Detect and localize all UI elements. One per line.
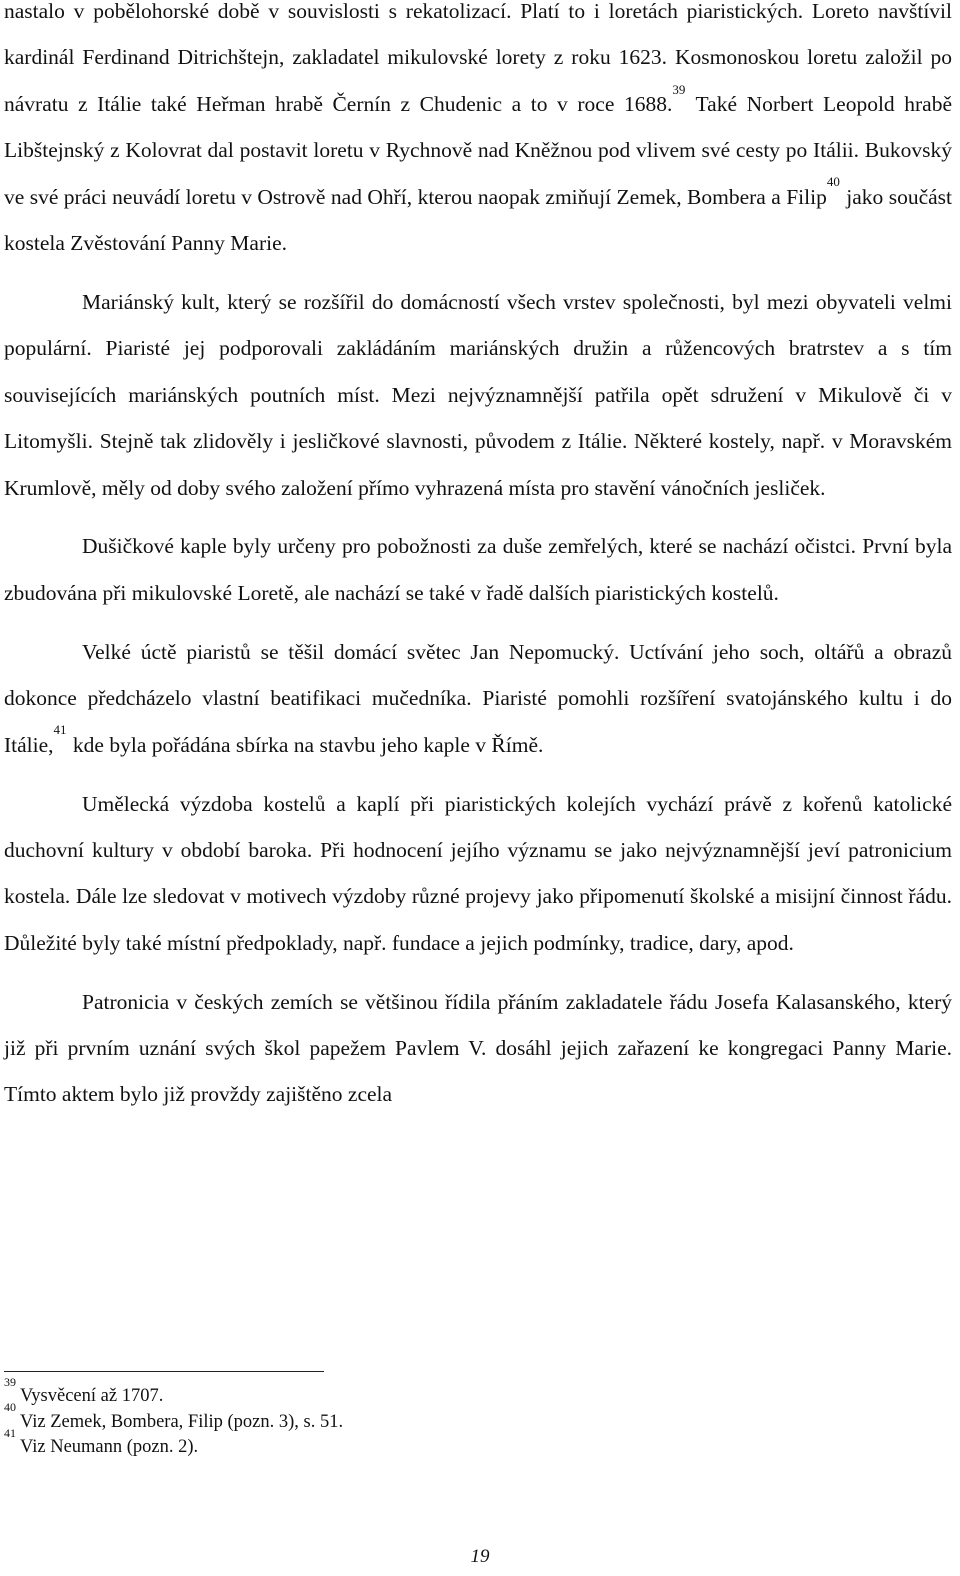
footnote-number: 39: [4, 1374, 16, 1389]
paragraph: [4, 979, 952, 1118]
footnote-text: Viz Zemek, Bombera, Filip (pozn. 3), s. 51.: [20, 1411, 344, 1432]
footnote-reference: 39: [672, 81, 686, 97]
paragraph-text: kde byla pořádána sbírka na stavbu jeho kaple v Římě.: [67, 732, 544, 757]
page-number: 19: [470, 1546, 490, 1567]
paragraph-text: Také Norbert Leopold hrabě Libštejnský z Kolovrat dal postavit loretu v Rychnově nad Kněžnou pod vlivem své cesty po Itálii. Bukovský ve své práci neuvádí loretu v Ostrově nad Ohří, kterou naopak zmiňují Zemek, Bombera a Filip: [4, 91, 952, 209]
footnote-number: 41: [4, 1425, 16, 1440]
footnote: [4, 1425, 904, 1461]
paragraph-text: Mariánský kult, který se rozšířil do domácností všech vrstev společnosti, byl mezi obyvateli velmi populární. Piaristé jej podporovali zakládáním mariánských družin a růžencových bratrstev a s tím souvisejících mariánských poutních míst. Mezi nejvýznamnější patřila opět sdružení v Mikulově či v Litomyšli. Stejně tak zlidověly i jesličkové slavnosti, původem z Itálie. Některé kostely, např. v Moravském Krumlově, měly od doby svého založení přímo vyhrazená místa pro stavění vánočních jesliček.: [4, 289, 952, 500]
footnote-text: Viz Neumann (pozn. 2).: [20, 1437, 199, 1457]
paragraph: [4, 781, 952, 967]
paragraph-text: Umělecká výzdoba kostelů a kaplí při piaristických kolejích vychází právě z kořenů katolické duchovní kultury v období baroka. Při hodnocení jejího významu se jako nejvýznamnější jeví patronicium kostela. Dále lze sledovat v motivech výzdoby různé projevy jako připomenutí školské a misijní činnost řádu. Důležité byly také místní předpoklady, např. fundace a jejich podmínky, tradice, dary, apod.: [4, 791, 952, 955]
footnote: [4, 1374, 904, 1410]
paragraph-text: Velké úctě piaristů se těšil domácí světec Jan Nepomucký. Uctívání jeho soch, oltářů a obrazů dokonce předcházelo vlastní beatifikaci mučedníka. Piaristé pomohli rozšíření svatojánského kultu i do Itálie,: [4, 639, 952, 757]
footnotes: [4, 1374, 904, 1461]
footnote-separator: [4, 1371, 324, 1372]
paragraph-text: Dušičkové kaple byly určeny pro pobožnosti za duše zemřelých, které se nachází očistci. První byla zbudována při mikulovské Loretě, ale nachází se také v řadě dalších piaristických kostelů.: [4, 534, 952, 605]
footnote-reference: 41: [53, 722, 67, 738]
paragraph: [4, 0, 952, 266]
footnote: [4, 1400, 904, 1436]
footnote-number: 40: [4, 1400, 16, 1415]
footnote-text: Vysvěcení až 1707.: [20, 1386, 164, 1406]
paragraph-text: Patronicia v českých zemích se většinou řídila přáním zakladatele řádu Josefa Kalasanského, který již při prvním uznání svých škol papežem Pavlem V. dosáhl jejich zařazení ke kongregaci Panny Marie. Tímto aktem bylo již provždy zajištěno zcela: [4, 989, 952, 1107]
body-text: [4, 0, 952, 1130]
paragraph-text: jako součást kostela Zvěstování Panny Marie.: [4, 184, 952, 256]
paragraph: [4, 279, 952, 511]
paragraph: [4, 629, 952, 768]
paragraph-text: nastalo v pobělohorské době v souvislosti s rekatolizací. Platí to i loretách piaristických. Loreto navštívil kardinál Ferdinand Ditrichštejn, zakladatel mikulovské lorety z roku 1623. Kosmonoskou loretu založil po návratu z Itálie také Heřman hrabě Černín z Chudenic a to v roce 1688.: [4, 0, 952, 116]
paragraph: [4, 523, 952, 616]
footnote-reference: 40: [826, 174, 840, 190]
